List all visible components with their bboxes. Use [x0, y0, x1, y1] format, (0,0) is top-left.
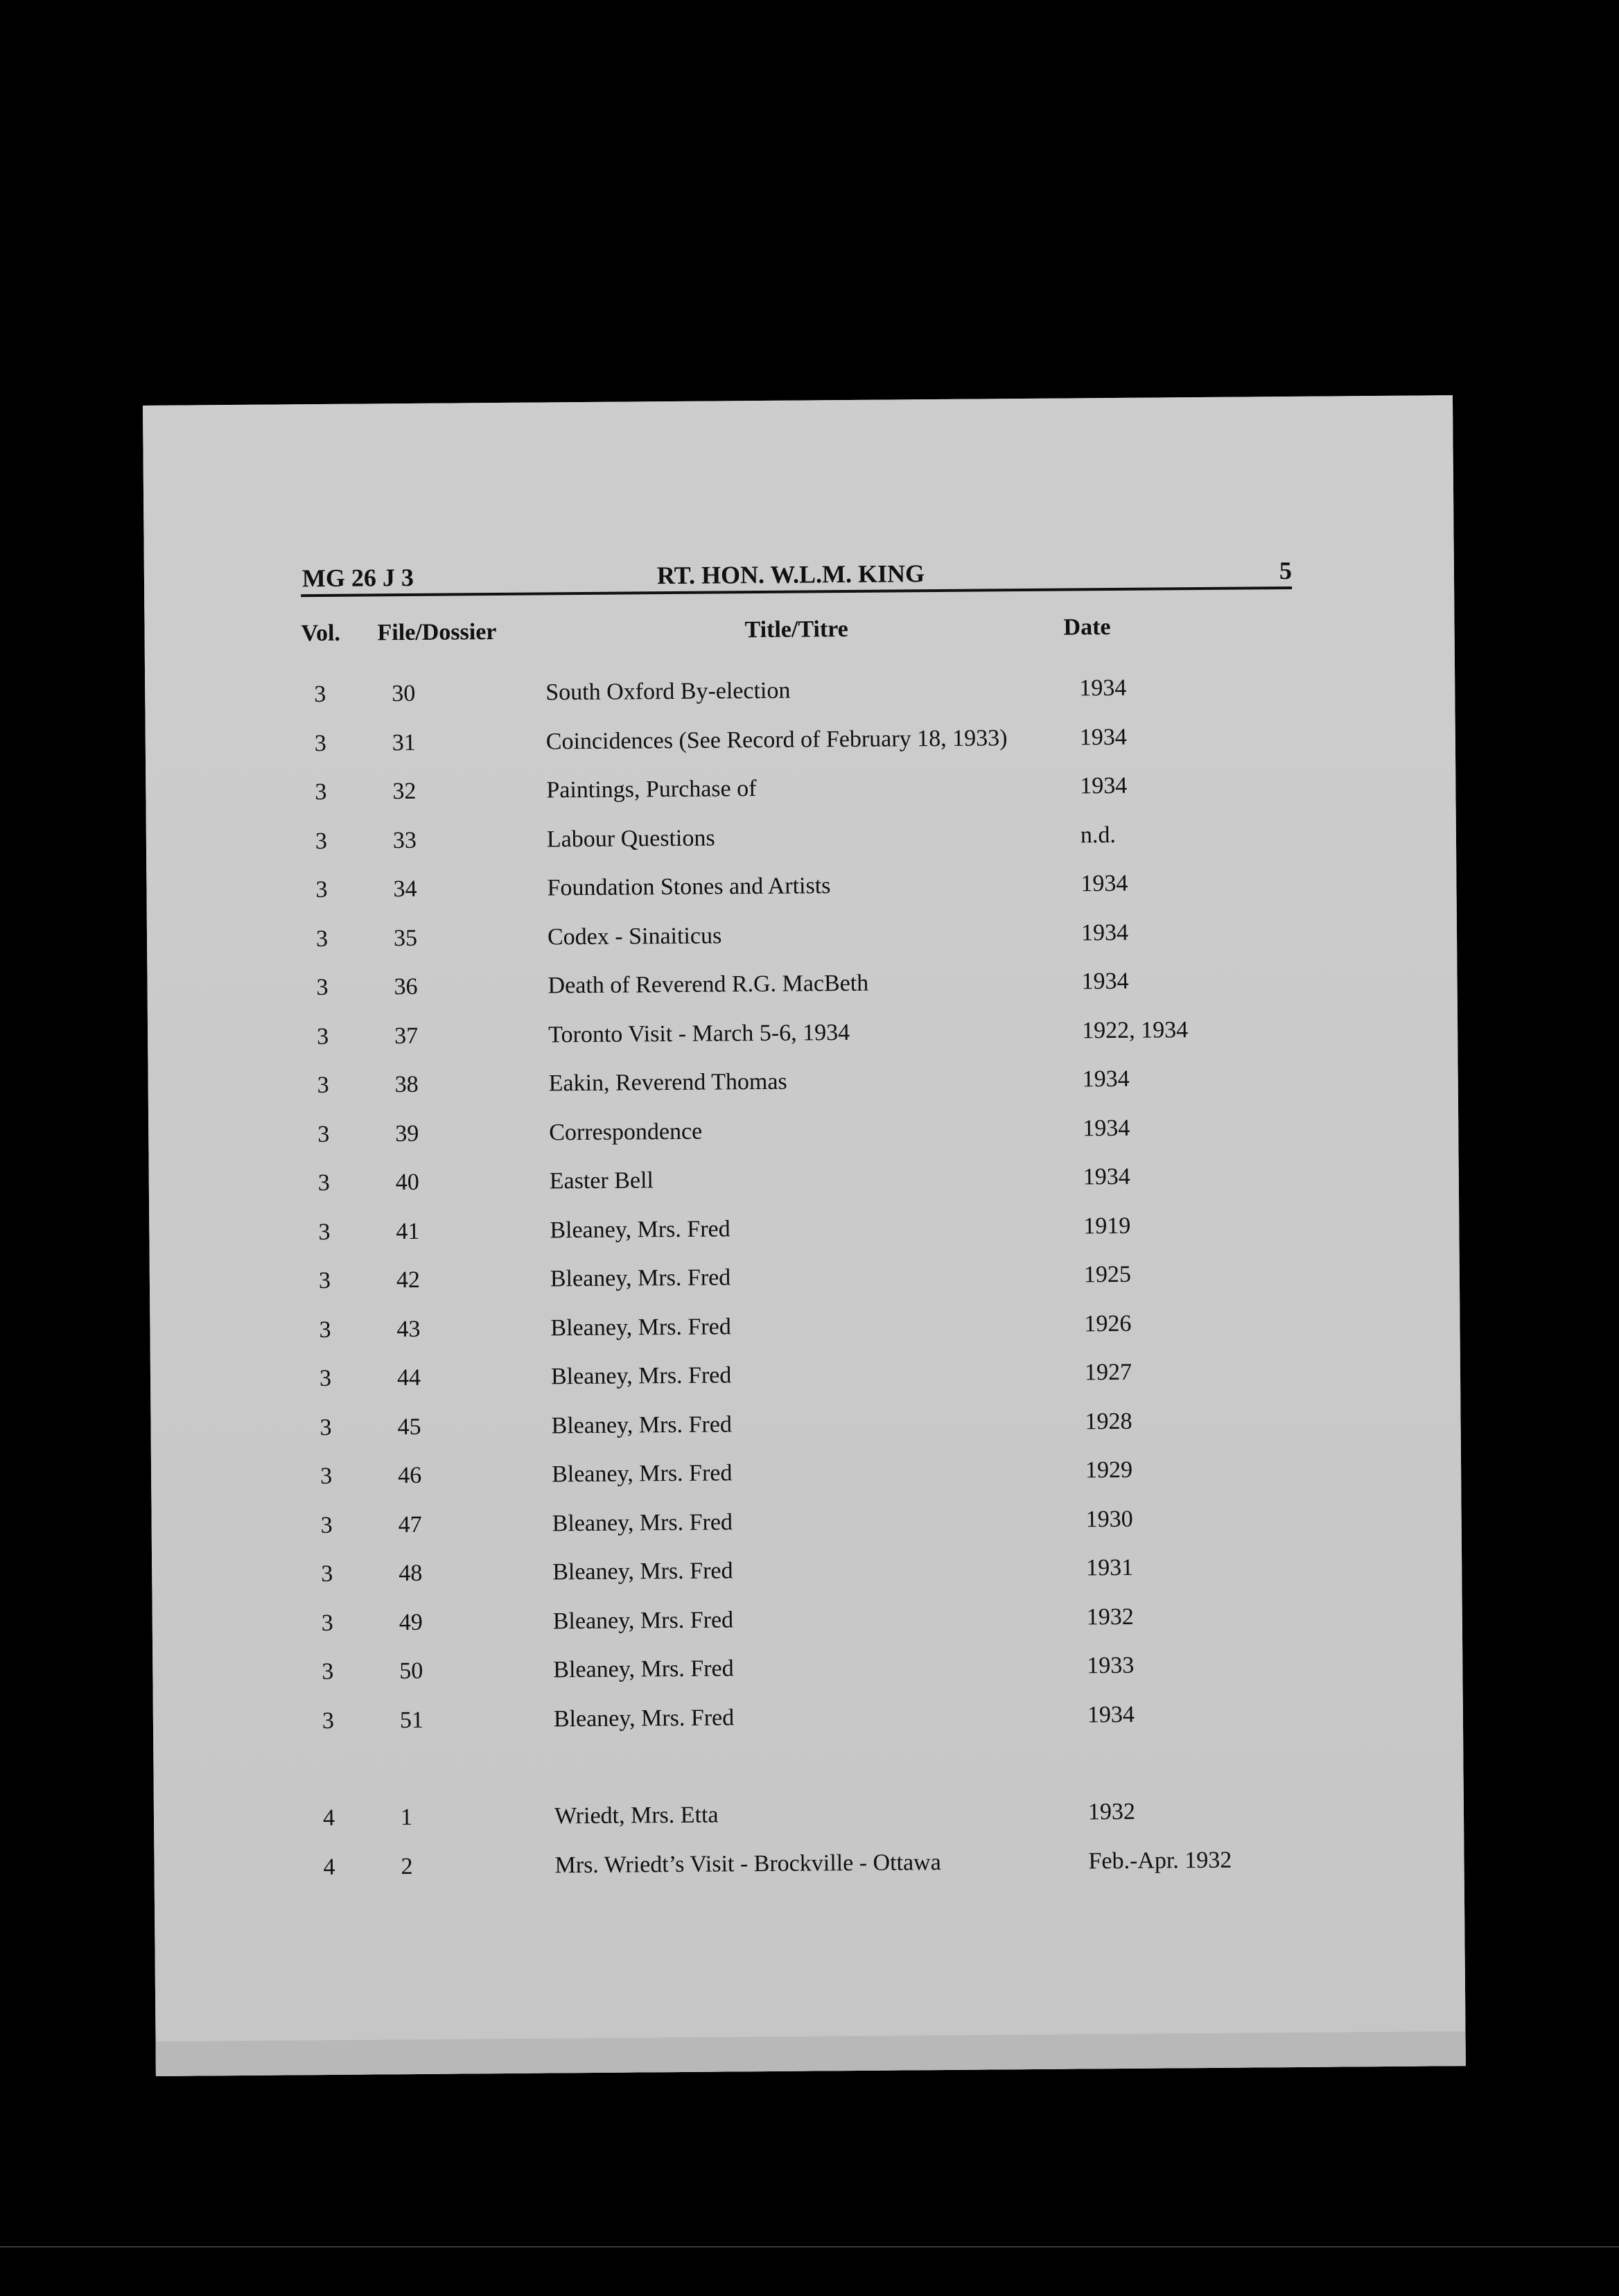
row-file: 2 [401, 1853, 413, 1879]
row-title: Wriedt, Mrs. Etta [554, 1802, 719, 1829]
row-vol: 3 [315, 828, 328, 854]
row-file: 45 [397, 1414, 421, 1440]
row-vol: 3 [315, 779, 327, 806]
row-title: Labour Questions [546, 825, 715, 852]
row-file: 42 [396, 1267, 421, 1294]
row-date: 1919 [1083, 1212, 1131, 1239]
column-header-file: File/Dossier [377, 619, 497, 646]
table-row [304, 1016, 1344, 1063]
row-vol: 4 [322, 1804, 335, 1832]
row-title: Death of Reverend R.G. MacBeth [548, 970, 869, 999]
table-row [306, 1309, 1346, 1356]
scan-edge-line [0, 2246, 1619, 2247]
row-date: 1931 [1086, 1554, 1134, 1581]
row-title: Bleaney, Mrs. Fred [550, 1264, 731, 1292]
row-title: Bleaney, Mrs. Fred [550, 1313, 731, 1341]
row-date: 1934 [1079, 724, 1127, 750]
row-vol: 3 [321, 1610, 333, 1636]
row-title: Bleaney, Mrs. Fred [552, 1508, 733, 1536]
row-file: 49 [399, 1609, 423, 1635]
table-row [307, 1357, 1347, 1404]
row-title: Mrs. Wriedt’s Visit - Brockville - Ottawa [554, 1849, 941, 1878]
row-file: 41 [396, 1218, 420, 1244]
row-file: 33 [392, 827, 417, 853]
row-date: 1922, 1934 [1081, 1016, 1189, 1043]
table-row [306, 1211, 1345, 1258]
row-title: Correspondence [549, 1118, 703, 1145]
page-number: 5 [1279, 556, 1293, 585]
row-date: 1933 [1087, 1652, 1135, 1679]
row-file: 44 [396, 1364, 421, 1391]
row-vol: 3 [322, 1707, 335, 1734]
row-title: Codex - Sinaiticus [547, 922, 722, 950]
row-vol: 3 [315, 925, 329, 952]
table-row [304, 918, 1343, 965]
row-file: 38 [394, 1071, 419, 1098]
row-date: 1934 [1083, 1163, 1130, 1190]
row-date: 1925 [1083, 1261, 1132, 1288]
row-file: 47 [398, 1511, 422, 1538]
table-row [310, 1700, 1349, 1747]
row-date: 1929 [1085, 1456, 1133, 1484]
table-row [310, 1846, 1350, 1893]
row-title: Toronto Visit - March 5-6, 1934 [548, 1019, 850, 1047]
table-row [310, 1797, 1350, 1844]
table-row [301, 673, 1341, 720]
row-vol: 4 [323, 1854, 335, 1880]
row-date: 1928 [1085, 1408, 1132, 1434]
row-date: 1934 [1087, 1701, 1135, 1728]
row-file: 32 [392, 778, 417, 805]
row-vol: 3 [317, 1121, 330, 1147]
row-title: Bleaney, Mrs. Fred [552, 1606, 734, 1634]
row-title: Paintings, Purchase of [546, 776, 757, 803]
row-title: Bleaney, Mrs. Fred [551, 1460, 733, 1488]
table-row [303, 820, 1342, 867]
row-file: 48 [399, 1560, 423, 1587]
row-title: Bleaney, Mrs. Fred [553, 1655, 734, 1683]
row-file: 35 [393, 925, 418, 951]
row-date: 1934 [1079, 675, 1127, 702]
table-row [307, 1407, 1347, 1454]
row-date: 1932 [1087, 1798, 1136, 1825]
table-row [305, 1113, 1345, 1160]
row-file: 31 [392, 729, 416, 756]
row-vol: 3 [317, 1169, 330, 1197]
column-header-title: Title/Titre [744, 616, 848, 643]
row-date: 1934 [1080, 919, 1129, 946]
row-title: Easter Bell [549, 1167, 654, 1194]
row-date: 1934 [1083, 1115, 1130, 1141]
row-vol: 3 [314, 681, 326, 708]
row-file: 1 [400, 1804, 413, 1831]
row-file: 36 [394, 973, 418, 1000]
table-row [306, 1260, 1346, 1307]
collection-title: RT. HON. W.L.M. KING [656, 559, 925, 590]
row-vol: 3 [319, 1316, 331, 1343]
row-vol: 3 [320, 1414, 332, 1441]
row-date: Feb.-Apr. 1932 [1088, 1847, 1232, 1874]
row-date: 1934 [1080, 772, 1128, 799]
table-row [304, 966, 1343, 1014]
row-vol: 3 [320, 1512, 333, 1538]
column-header-vol: Vol. [301, 620, 341, 647]
row-file: 40 [395, 1169, 419, 1196]
row-vol: 3 [315, 876, 328, 903]
row-date: 1934 [1081, 968, 1129, 995]
table-row [308, 1504, 1348, 1551]
row-title: Bleaney, Mrs. Fred [552, 1558, 733, 1585]
table-row [308, 1553, 1348, 1600]
table-row [302, 771, 1342, 818]
row-vol: 3 [322, 1658, 334, 1685]
row-title: Coincidences (See Record of February 18, 1933) [545, 724, 1008, 754]
row-date: n.d. [1080, 821, 1117, 848]
row-date: 1926 [1084, 1310, 1132, 1337]
row-title: Bleaney, Mrs. Fred [553, 1704, 735, 1732]
row-date: 1930 [1085, 1506, 1133, 1532]
table-row [306, 1162, 1345, 1209]
row-title: Eakin, Reverend Thomas [548, 1068, 787, 1097]
row-date: 1934 [1080, 870, 1128, 897]
row-date: 1934 [1082, 1066, 1130, 1093]
table-row [303, 869, 1342, 916]
document-page [143, 395, 1466, 2076]
row-vol: 3 [320, 1463, 333, 1490]
row-title: Bleaney, Mrs. Fred [550, 1362, 732, 1390]
table-row [305, 1064, 1345, 1111]
row-file: 37 [394, 1023, 419, 1049]
row-file: 46 [397, 1462, 422, 1489]
row-file: 34 [393, 876, 417, 903]
row-vol: 3 [319, 1365, 332, 1392]
table-row [308, 1455, 1347, 1502]
table-row [302, 722, 1342, 769]
row-file: 39 [395, 1120, 419, 1147]
row-vol: 3 [316, 974, 329, 1001]
row-file: 50 [399, 1658, 423, 1685]
row-title: Foundation Stones and Artists [547, 873, 831, 901]
row-date: 1932 [1086, 1603, 1134, 1630]
row-vol: 3 [318, 1267, 331, 1294]
column-header-date: Date [1063, 614, 1111, 641]
page-header [301, 550, 1292, 597]
row-vol: 3 [318, 1219, 331, 1245]
row-date: 1927 [1084, 1359, 1132, 1386]
row-title: South Oxford By-election [545, 677, 791, 706]
row-file: 43 [396, 1316, 421, 1342]
row-title: Bleaney, Mrs. Fred [550, 1215, 730, 1243]
row-file: 30 [392, 680, 416, 707]
row-vol: 3 [314, 730, 326, 756]
table-row [309, 1651, 1349, 1698]
row-title: Bleaney, Mrs. Fred [551, 1411, 733, 1438]
row-vol: 3 [321, 1560, 333, 1588]
table-row [309, 1602, 1349, 1649]
row-vol: 3 [317, 1023, 329, 1050]
row-vol: 3 [317, 1072, 329, 1099]
row-file: 51 [399, 1707, 424, 1733]
fonds-reference: MG 26 J 3 [301, 563, 414, 593]
